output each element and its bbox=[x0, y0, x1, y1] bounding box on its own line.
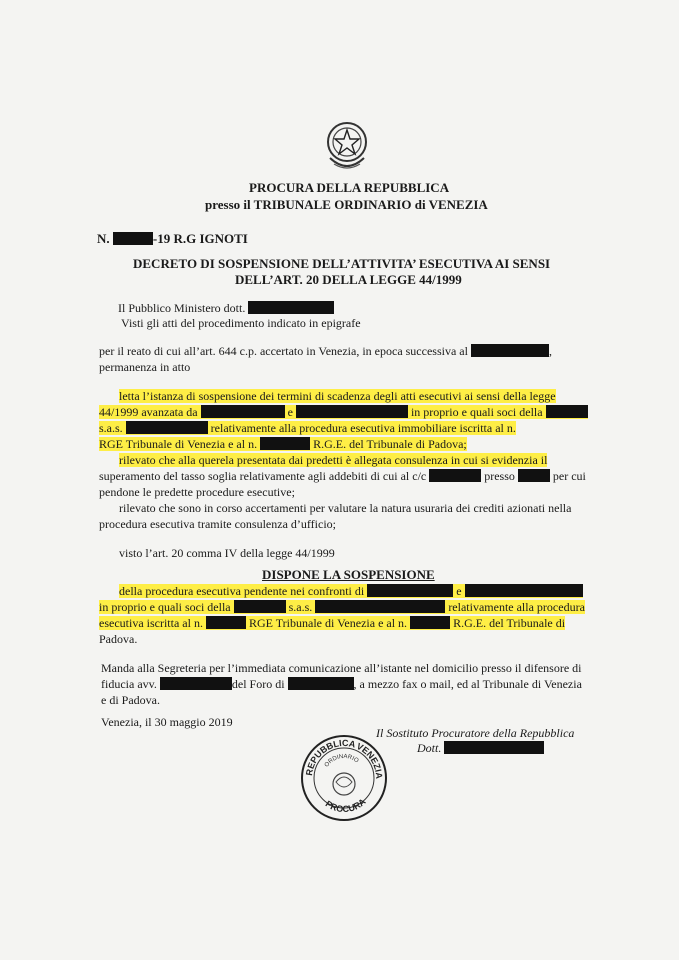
office-title: PROCURA DELLA REPUBBLICA bbox=[249, 180, 450, 195]
rilevato1-text-2b: presso bbox=[484, 469, 515, 483]
rilevato2-line2: procedura esecutiva tramite consulenza d’ufficio; bbox=[99, 517, 337, 531]
dispone-line1 bbox=[119, 584, 583, 599]
dispone-text-3c: R.G.E. del Tribunale di bbox=[453, 616, 566, 630]
letta-text-2b: e bbox=[287, 405, 293, 419]
rilevato1-line2 bbox=[99, 469, 586, 484]
visti-line: Visti gli atti del procedimento indicato in epigrafe bbox=[121, 316, 361, 330]
redaction bbox=[260, 437, 310, 450]
rilevato1-line1 bbox=[119, 453, 547, 468]
letta-text-3b: relativamente alla procedura esecutiva immobiliare iscritta al n. bbox=[210, 421, 516, 435]
manda-text-2a: fiducia avv. bbox=[101, 677, 157, 691]
dispone-line2 bbox=[99, 600, 585, 615]
reato-comma: , bbox=[548, 344, 552, 358]
redaction bbox=[234, 600, 286, 613]
redaction bbox=[471, 344, 549, 357]
redaction bbox=[410, 616, 450, 629]
rilevato1-line3: pendone le predette procedure esecutive; bbox=[99, 485, 295, 499]
case-ref-suffix: -19 R.G IGNOTI bbox=[152, 231, 248, 246]
manda-text-2c: , a mezzo fax o mail, ed al Tribunale di Venezia bbox=[353, 677, 582, 691]
letta-line4 bbox=[99, 437, 467, 452]
redaction bbox=[113, 232, 153, 245]
redaction bbox=[444, 741, 544, 754]
rilevato2-line1: rilevato che sono in corso accertamenti per valutare la natura usuraria dei crediti azionati nella bbox=[119, 501, 572, 515]
manda-line3: e di Padova. bbox=[101, 693, 160, 707]
dispone-line3 bbox=[99, 616, 565, 631]
redaction bbox=[429, 469, 481, 482]
manda-text-2b: del Foro di bbox=[231, 677, 285, 691]
redaction bbox=[248, 301, 334, 314]
dispone-text-3a: esecutiva iscritta al n. bbox=[99, 616, 203, 630]
svg-text:PROCURA bbox=[324, 796, 368, 814]
letta-text-1: letta l’istanza di sospensione dei termini di scadenza degli atti esecutivi ai sensi della legge bbox=[119, 389, 556, 403]
rilevato1-text-2a: superamento del tasso soglia relativamente agli addebiti di cui al c/c bbox=[99, 469, 427, 483]
dispone-text-1b: e bbox=[456, 584, 462, 598]
redaction bbox=[315, 600, 445, 613]
dispone-text-2a: in proprio e quali soci della bbox=[99, 600, 231, 614]
redaction bbox=[546, 405, 588, 418]
rilevato1-text-1: rilevato che alla querela presentata dai predetti è allegata consulenza in cui si evidenzia il bbox=[119, 453, 548, 467]
reato-text: per il reato di cui all’art. 644 c.p. accertato in Venezia, in epoca successiva al bbox=[99, 344, 468, 358]
pm-line bbox=[118, 301, 334, 316]
letta-text-3a: s.a.s. bbox=[99, 421, 123, 435]
dispone-text-2b: s.a.s. bbox=[288, 600, 313, 614]
manda-line1: Manda alla Segreteria per l’immediata comunicazione all’istante nel domicilio presso il difensore di bbox=[101, 661, 582, 675]
stamp-text-top: VENEZIA bbox=[354, 740, 385, 780]
decree-title-line1: DECRETO DI SOSPENSIONE DELL’ATTIVITA’ ESECUTIVA AI SENSI bbox=[133, 256, 551, 271]
letta-line1 bbox=[119, 389, 556, 404]
rilevato1-text-2c: per cui bbox=[552, 469, 586, 483]
manda-line2 bbox=[101, 677, 582, 692]
redaction bbox=[288, 677, 354, 690]
redaction bbox=[518, 469, 550, 482]
svg-text:ORDINARIO bbox=[324, 754, 360, 769]
redaction bbox=[367, 584, 453, 597]
case-ref-prefix: N. bbox=[97, 231, 110, 246]
signature-name bbox=[417, 741, 544, 756]
court-title: presso il TRIBUNALE ORDINARIO di VENEZIA bbox=[205, 197, 488, 212]
reato-line1 bbox=[99, 344, 552, 359]
place-date: Venezia, il 30 maggio 2019 bbox=[101, 715, 233, 729]
republic-emblem-icon bbox=[322, 118, 372, 174]
letta-line3 bbox=[99, 421, 516, 436]
signature-role: Il Sostituto Procuratore della Repubblica bbox=[376, 726, 575, 740]
visto-line: visto l’art. 20 comma IV della legge 44/1999 bbox=[119, 546, 335, 560]
letta-text-2c: in proprio e quali soci della bbox=[410, 405, 543, 419]
stamp-text-bottom: PROCURA bbox=[323, 796, 368, 815]
svg-text:VENEZIA bbox=[355, 741, 384, 780]
redaction bbox=[206, 616, 246, 629]
letta-text-4b: R.G.E. del Tribunale di Padova; bbox=[313, 437, 467, 451]
redaction bbox=[201, 405, 285, 418]
redaction bbox=[126, 421, 208, 434]
stamp-text-inner: ORDINARIO bbox=[323, 753, 360, 769]
reato-line2: permanenza in atto bbox=[99, 360, 191, 374]
stamp-text-left: REPUBBLICA bbox=[304, 737, 357, 777]
letta-text-4a: RGE Tribunale di Venezia e al n. bbox=[99, 437, 258, 451]
dispone-text-3b: RGE Tribunale di Venezia e al n. bbox=[248, 616, 408, 630]
redaction bbox=[160, 677, 232, 690]
dispone-line4: Padova. bbox=[99, 632, 138, 646]
letta-text-2a: 44/1999 avanzata da bbox=[99, 405, 198, 419]
case-reference bbox=[97, 231, 248, 247]
dispone-heading: DISPONE LA SOSPENSIONE bbox=[262, 567, 435, 582]
redaction bbox=[465, 584, 583, 597]
signature-prefix: Dott. bbox=[417, 741, 442, 755]
dispone-text-2c: relativamente alla procedura bbox=[448, 600, 585, 614]
letta-line2 bbox=[99, 405, 588, 420]
dispone-text-1a: della procedura esecutiva pendente nei confronti di bbox=[119, 584, 365, 598]
pm-label: Il Pubblico Ministero dott. bbox=[118, 301, 246, 315]
decree-title-line2: DELL’ART. 20 DELLA LEGGE 44/1999 bbox=[235, 272, 462, 287]
redaction bbox=[296, 405, 408, 418]
office-stamp-seal bbox=[298, 732, 390, 824]
